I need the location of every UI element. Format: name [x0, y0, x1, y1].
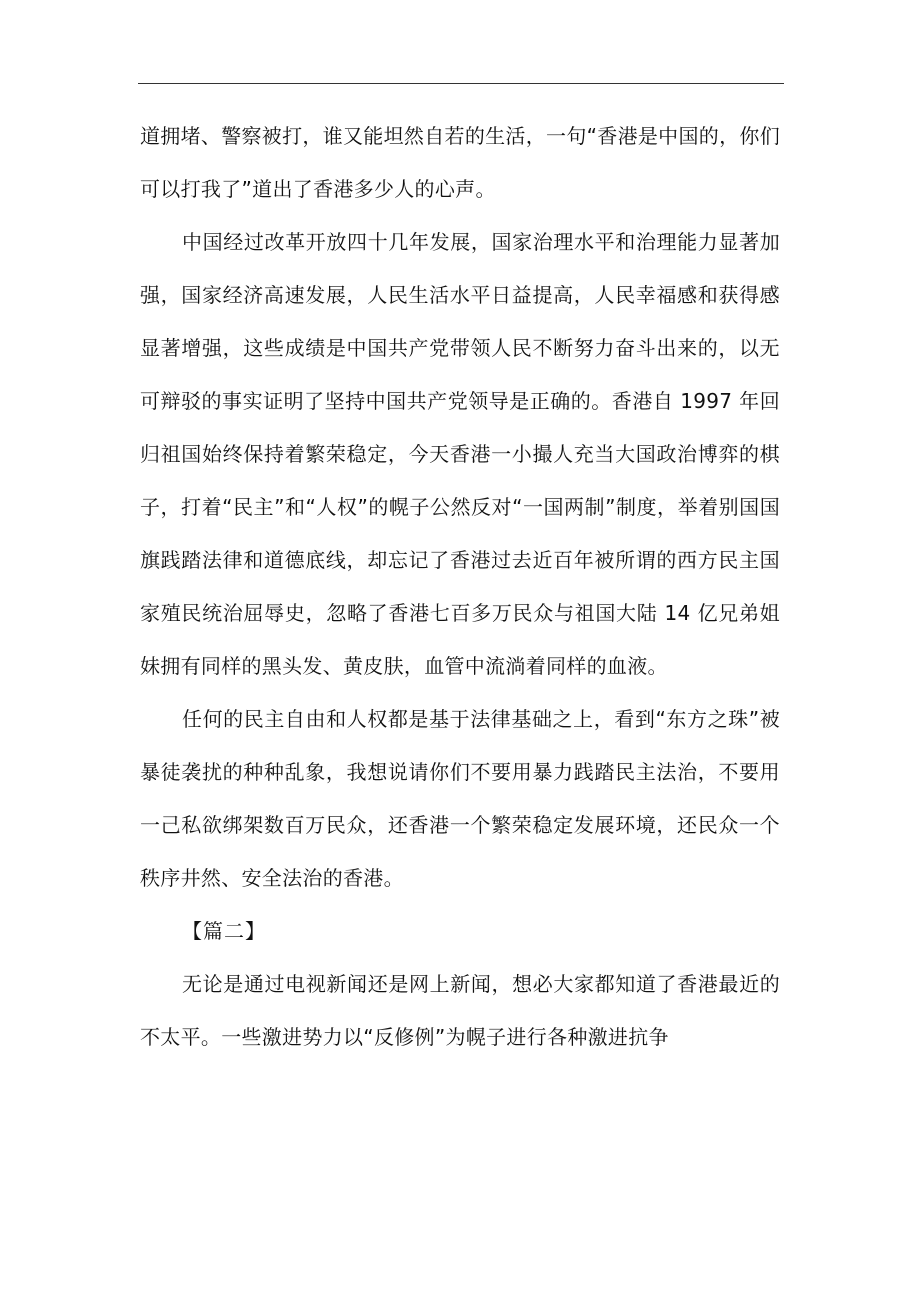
paragraph-democracy-and-rule-of-law: 任何的民主自由和人权都是基于法律基础之上，看到“东方之珠”被暴徒袭扰的种种乱象，我想说请你们不要用暴力践踏民主法治，不要用一己私欲绑架数百万民众，还香港一个繁荣稳定发展环境，还民众一个秩序井然、安全法治的香港。	[140, 707, 780, 890]
section-heading-part-two: 【篇二】	[182, 919, 266, 943]
paragraph-continuation: 道拥堵、警察被打，谁又能坦然自若的生活，一句“香港是中国的，你们可以打我了”道出了香港多少人的心声。	[140, 124, 780, 201]
paragraph-news-intro: 无论是通过电视新闻还是网上新闻，想必大家都知道了香港最近的不太平。一些激进势力以“反修例”为幌子进行各种激进抗争	[140, 972, 780, 1049]
header-rule	[138, 83, 784, 84]
paragraph-reform-and-hong-kong: 中国经过改革开放四十几年发展，国家治理水平和治理能力显著加强，国家经济高速发展，人民生活水平日益提高，人民幸福感和获得感显著增强，这些成绩是中国共产党带领人民不断努力奋斗出来的，以无可辩驳的事实证明了坚持中国共产党领导是正确的。香港自 1997 年回归祖国始终保持着繁荣稳定，今天香港一小撮人充当大国政治博弈的棋子，打着“民主”和“人权”的幌子公然反对“一国两制”制度，举着别国国旗践踏法律和道德底线，却忘记了香港过去近百年被所谓的西方民主国家殖民统治屈辱史，忽略了香港七百多万民众与祖国大陆 14 亿兄弟姐妹拥有同样的黑头发、黄皮肤，血管中流淌着同样的血液。	[140, 230, 780, 678]
document-body	[140, 110, 780, 1064]
